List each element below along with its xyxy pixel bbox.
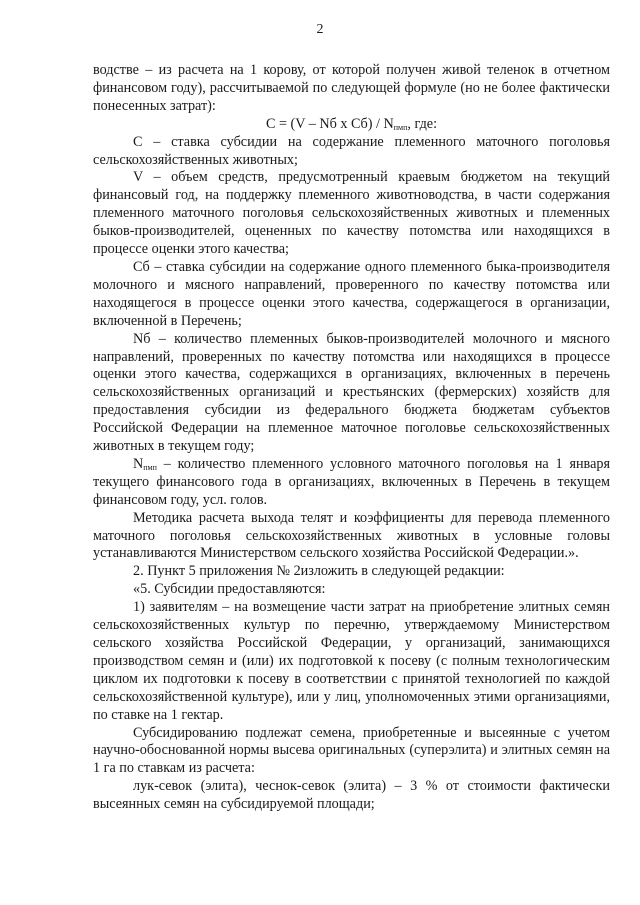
formula-main: C = (V – Nб x Cб) / N <box>265 115 394 132</box>
paragraph-onion-garlic: лук-севок (элита), чеснок-севок (элита) – 3 % от стоимости фактически высеянных семян на субсидируемой площади; <box>93 778 610 813</box>
npmp-lead: N <box>133 455 144 472</box>
paragraph-methodology: Методика расчета выхода телят и коэффициенты для перевода племенного маточного поголовья сельскохозяйственных животных в условные головы устанавливаются Министерством сельского хозяйства Российской Федерации.». <box>93 509 610 562</box>
paragraph-def-v: V – объем средств, предусмотренный краевым бюджетом на текущий финансовый год, на поддержку племенного животноводства, в части содержания племенного маточного поголовья сельскохозяйственных животных и племенных быков-производителей, оцененных по качеству потомства или находящихся в процессе оценки этого качества; <box>93 169 610 258</box>
paragraph-subitem-1: 1) заявителям – на возмещение части затрат на приобретение элитных семян сельскохозяйственных культур по перечню, утверждаемому Министерством сельского хозяйства Российской Федерации, у организаций, занимающихся производством семян и (или) их подготовкой к посеву (с полным технологическим циклом их подготовки к посеву в соответствии с принятой технологией по каждой сельскохозяйственной культуре), или у лиц, уполномоченных этими организациями, по ставке на 1 гектар. <box>93 599 610 723</box>
paragraph-continuation: водстве – из расчета на 1 корову, от которой получен живой теленок в отчетном финансовом году), рассчитываемой по следующей формуле (но не более фактически понесенных затрат): <box>93 62 610 114</box>
page-number: 2 <box>316 22 324 37</box>
formula-subscript: пмп <box>393 122 408 132</box>
paragraph-item-5: «5. Субсидии предоставляются: <box>133 581 326 598</box>
paragraph-item-2: 2. Пункт 5 приложения № 2изложить в следующей редакции: <box>133 563 505 580</box>
paragraph-def-c: C – ставка субсидии на содержание племенного маточного поголовья сельскохозяйственных животных; <box>93 133 610 168</box>
document-body <box>93 62 610 814</box>
formula-tail: , где: <box>407 115 438 132</box>
paragraph-subsidy-seeds: Субсидированию подлежат семена, приобретенные и высеянные с учетом научно-обоснованной нормы высева оригинальных (суперэлита) и элитных семян на 1 га по ставкам из расчета: <box>93 724 610 777</box>
paragraph-def-nb: Nб – количество племенных быков-производителей молочного и мясного направлений, проверенных по качеству потомства или находящихся в процессе оценки этого качества, содержащихся в организациях, включенных в перечень сельскохозяйственных организаций и крестьянских (фермерских) хозяйств для предоставления субсидии из федерального бюджета бюджетам субъектов Российской Федерации на племенное маточное поголовье сельскохозяйственных животных в текущем году; <box>93 330 610 455</box>
paragraph-def-npmp <box>93 456 610 510</box>
npmp-rest: – количество племенного условного маточного поголовья на 1 января текущего финансового года в организациях, включенных в Перечень в текущем финансовом году, усл. голов. <box>93 455 610 508</box>
paragraph-def-cb: Cб – ставка субсидии на содержание одного племенного быка-производителя молочного и мясного направлений, проверенного по качеству потомства или находящегося в процессе оценки этого качества, содержащегося в организации, включенной в Перечень; <box>93 258 610 329</box>
formula <box>93 116 610 134</box>
npmp-subscript: пмп <box>143 462 157 472</box>
